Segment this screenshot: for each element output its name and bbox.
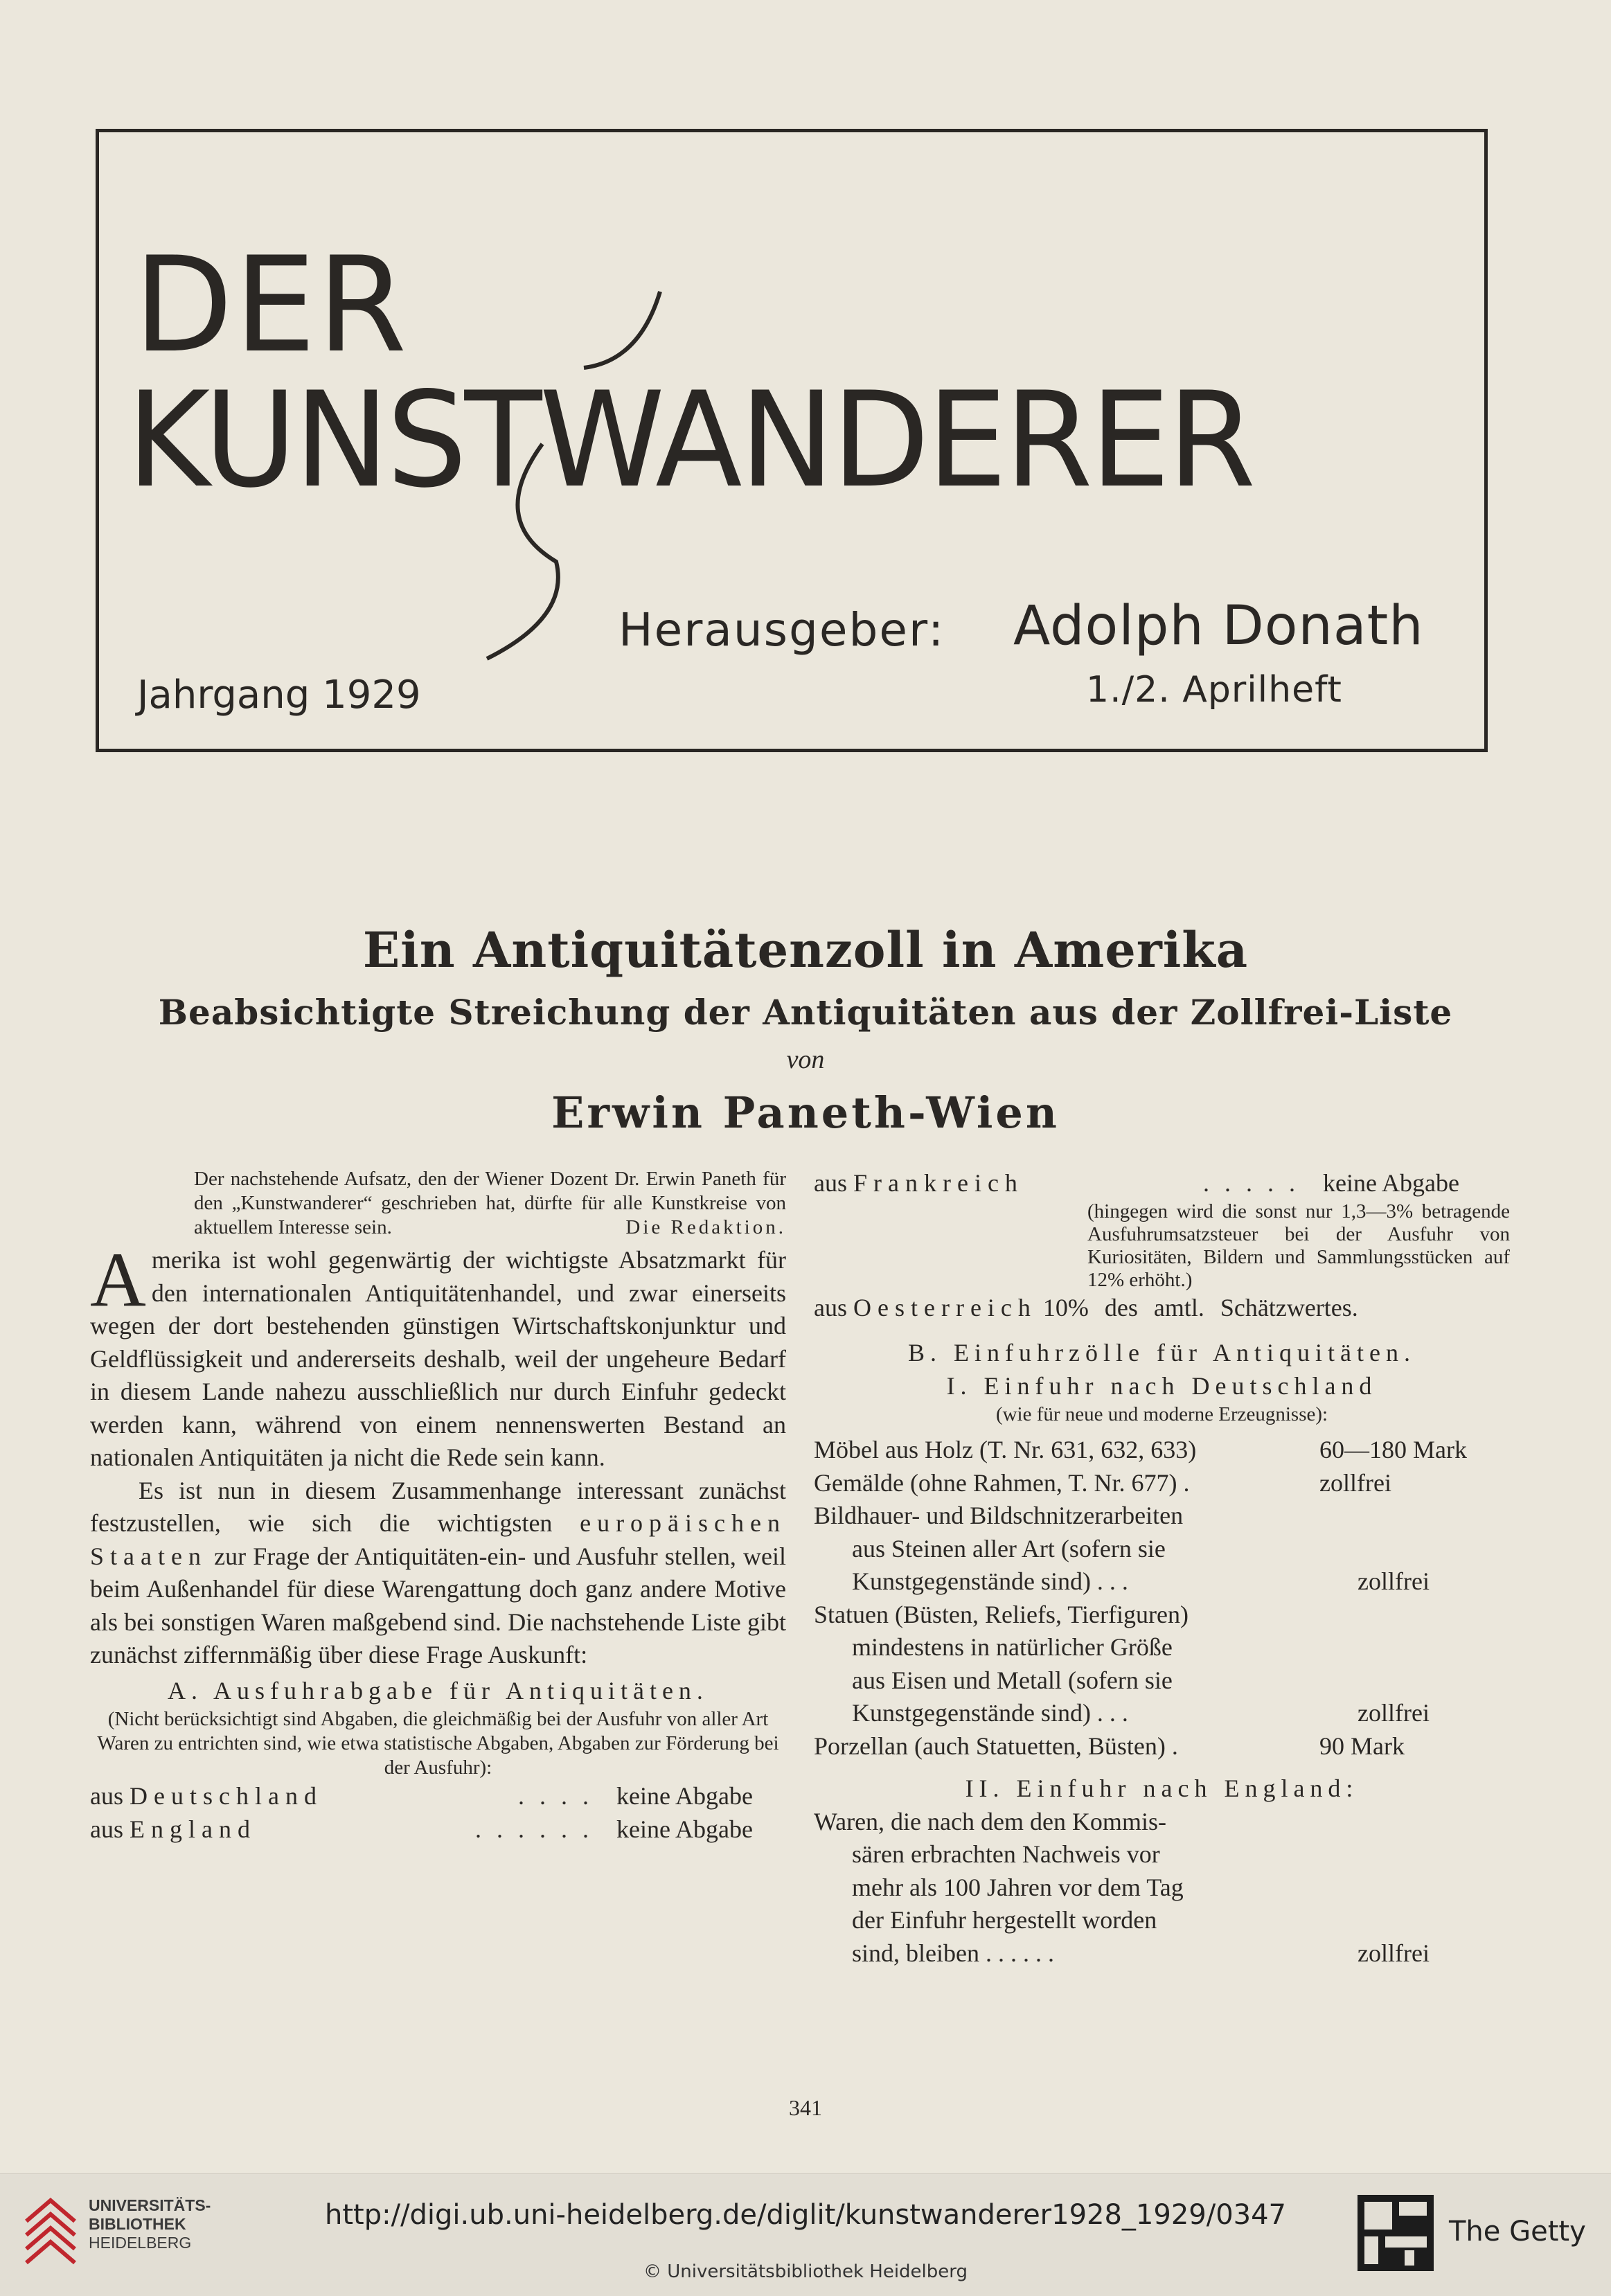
table-row — [814, 1599, 1510, 1632]
table-row — [814, 1631, 1510, 1664]
frankreich-note: (hingegen wird die sonst nur 1,3—3% betragende Ausfuhrumsatzsteuer bei der Ausfuhr von Kuriositäten, Bildern und Sammlungsstücken auf 12% erhöht.) — [1087, 1200, 1510, 1291]
row-value: zollfrei — [1358, 1939, 1430, 1967]
row-label: der Einfuhr hergestellt worden — [852, 1906, 1157, 1934]
row-label: Porzellan (auch Statuetten, Büsten) . — [814, 1732, 1178, 1760]
row-value: zollfrei — [1358, 1567, 1430, 1595]
getty-logo-icon — [1358, 2195, 1434, 2275]
row-value — [1358, 1838, 1510, 1871]
table-row — [814, 1697, 1510, 1730]
row-country: Oesterreich — [853, 1293, 1037, 1321]
section-b1-heading: I. Einfuhr nach Deutschland — [946, 1371, 1378, 1400]
row-value: zollfrei — [1358, 1699, 1430, 1727]
row-country: England — [130, 1815, 256, 1843]
row-value — [1319, 1806, 1510, 1839]
article-byline-von: von — [786, 1045, 825, 1074]
publisher-label: Herausgeber: — [618, 603, 945, 657]
table-row — [814, 1499, 1510, 1533]
editor-signature: Die Redaktion. — [625, 1216, 786, 1238]
row-value: 10% des amtl. Schätzwertes. — [1042, 1293, 1358, 1321]
row-label: sind, bleiben . . . . . . — [852, 1939, 1054, 1967]
table-row — [814, 1871, 1510, 1905]
partner-name: The Getty — [1449, 2216, 1586, 2248]
page-number: 341 — [789, 2095, 822, 2120]
table-row — [814, 1467, 1510, 1500]
paragraph-2-spaced: europäischen Staaten — [90, 1509, 787, 1570]
article-subtitle: Beabsichtigte Streichung der Antiquitäten aus der Zollfrei-Liste — [158, 992, 1453, 1033]
row-value — [1358, 1533, 1510, 1566]
row-country: Deutschland — [130, 1782, 323, 1810]
row-prefix: aus — [814, 1169, 847, 1197]
paragraph-2-text-b: zur Frage der Antiquitäten-ein- und Ausfuhr stellen, weil beim Außenhandel für diese Warengattung doch ganz andere Motive als bei sonstigen Waren maßgebend sind. Die nachstehende Liste gibt zunächst ziffernmäßig über diese Frage Auskunft: — [90, 1542, 786, 1668]
drop-cap: A — [90, 1237, 146, 1323]
paragraph-1-text: merika ist wohl gegenwärtig der wichtigste Absatzmarkt für den internationalen Antiquitätenhandel, und zwar einerseits wegen der dort bestehenden günstigen Wirtschaftskonjunktur und Geldflüssigkeit und andererseits deshalb, weil der ungeheure Bedarf in diesem Lande nahezu ausschließlich nur durch Einfuhr gedeckt werden kann, während von einem nennenswerten Bestand an nationalen Antiquitäten ja nicht die Rede sein kann. — [90, 1246, 786, 1471]
row-label: Statuen (Büsten, Reliefs, Tierfiguren) — [814, 1600, 1189, 1628]
row-label: Kunstgegenstände sind) . . . — [852, 1699, 1128, 1727]
row-prefix: aus — [90, 1782, 123, 1810]
row-label: aus Eisen und Metall (sofern sie — [852, 1666, 1173, 1694]
row-country: Frankreich — [853, 1169, 1024, 1197]
copyright-notice: © Universitätsbibliothek Heidelberg — [643, 2261, 968, 2282]
table-row — [814, 1904, 1510, 1937]
library-name-line: UNIVERSITÄTS- — [89, 2196, 211, 2214]
export-row-deutschland — [90, 1780, 786, 1813]
table-row — [814, 1838, 1510, 1871]
row-value: 60—180 Mark — [1319, 1436, 1467, 1463]
right-column — [814, 1167, 1510, 1970]
row-value — [1358, 1871, 1510, 1905]
table-row — [814, 1806, 1510, 1839]
table-row — [814, 1664, 1510, 1698]
paragraph-2 — [90, 1475, 786, 1672]
row-label: aus Steinen aller Art (sofern sie — [852, 1534, 1166, 1563]
row-value — [1358, 1664, 1510, 1698]
section-b-heading: B. Einfuhrzölle für Antiquitäten. — [908, 1339, 1416, 1367]
row-label: Waren, die nach dem den Kommis- — [814, 1807, 1166, 1835]
permalink-url[interactable]: http://digi.ub.uni-heidelberg.de/diglit/kunstwanderer1928_1929/0347 — [325, 2199, 1286, 2231]
row-value — [1319, 1599, 1510, 1632]
left-column — [90, 1167, 786, 1846]
section-b1-note: (wie für neue und moderne Erzeugnisse): — [995, 1403, 1328, 1425]
row-label: Gemälde (ohne Rahmen, T. Nr. 677) . — [814, 1468, 1190, 1497]
viewer-footer — [0, 2173, 1611, 2296]
masthead-title-line1: DER — [134, 229, 409, 382]
library-name-line: BIBLIOTHEK — [89, 2215, 186, 2233]
row-leaders: .... — [518, 1782, 604, 1810]
section-a-heading: A. Ausfuhrabgabe für Antiquitäten. — [168, 1676, 709, 1705]
import-table-england — [814, 1806, 1510, 1970]
volume-year: Jahrgang 1929 — [137, 673, 421, 718]
section-a-note: (Nicht berücksichtigt sind Abgaben, die gleichmäßig bei der Ausfuhr von aller Art Waren zu entrichten sind, wie etwa statistische Abgaben, Abgaben zur Förderung bei der Ausfuhr): — [97, 1708, 779, 1779]
table-row — [814, 1434, 1510, 1467]
row-label: Bildhauer- und Bildschnitzerarbeiten — [814, 1502, 1184, 1529]
row-leaders: ...... — [475, 1815, 604, 1843]
row-value — [1358, 1631, 1510, 1664]
row-value: keine Abgabe — [616, 1782, 753, 1810]
export-row-frankreich — [814, 1167, 1510, 1200]
paragraph-2-text-a: Es ist nun in diesem Zusammenhange interessant zunächst festzustellen, wie sich die wichtigsten — [90, 1476, 786, 1537]
row-value: keine Abgabe — [616, 1815, 753, 1843]
section-b2-heading: II. Einfuhr nach England: — [965, 1774, 1359, 1802]
paragraph-1 — [90, 1237, 786, 1475]
row-prefix: aus — [90, 1815, 123, 1843]
import-table-deutschland — [814, 1434, 1510, 1763]
row-label: Möbel aus Holz (T. Nr. 631, 632, 633) — [814, 1436, 1197, 1463]
row-label: Kunstgegenstände sind) . . . — [852, 1567, 1128, 1595]
table-row — [814, 1730, 1510, 1763]
export-row-oesterreich — [814, 1292, 1510, 1325]
row-label: mehr als 100 Jahren vor dem Tag — [852, 1873, 1184, 1901]
masthead-title-line2: KUNSTWANDERER — [127, 364, 1254, 517]
table-row — [814, 1937, 1510, 1970]
row-value — [1358, 1904, 1510, 1937]
article-title: Ein Antiquitätenzoll in Amerika — [362, 921, 1249, 979]
export-row-england — [90, 1813, 786, 1846]
row-label: sären erbrachten Nachweis vor — [852, 1840, 1160, 1868]
row-value: keine Abgabe — [1323, 1169, 1459, 1197]
row-label: mindestens in natürlicher Größe — [852, 1633, 1173, 1661]
article-author: Erwin Paneth-Wien — [551, 1087, 1060, 1138]
row-value: zollfrei — [1319, 1468, 1391, 1497]
library-name-line: HEIDELBERG — [89, 2234, 192, 2252]
row-prefix: aus — [814, 1293, 847, 1321]
masthead-frame — [96, 129, 1488, 752]
row-leaders: ..... — [1203, 1169, 1310, 1197]
row-value — [1319, 1499, 1510, 1533]
table-row — [814, 1565, 1510, 1599]
issue-label: 1./2. Aprilheft — [1086, 669, 1342, 711]
publisher-name: Adolph Donath — [1013, 595, 1424, 657]
editor-note: Der nachstehende Aufsatz, den der Wiener Dozent Dr. Erwin Paneth für den „Kunstwanderer“ geschrieben hat, dürfte für alle Kunstkreise von aktuellem Interesse sein. — [194, 1168, 786, 1238]
row-value: 90 Mark — [1319, 1732, 1405, 1760]
table-row — [814, 1533, 1510, 1566]
